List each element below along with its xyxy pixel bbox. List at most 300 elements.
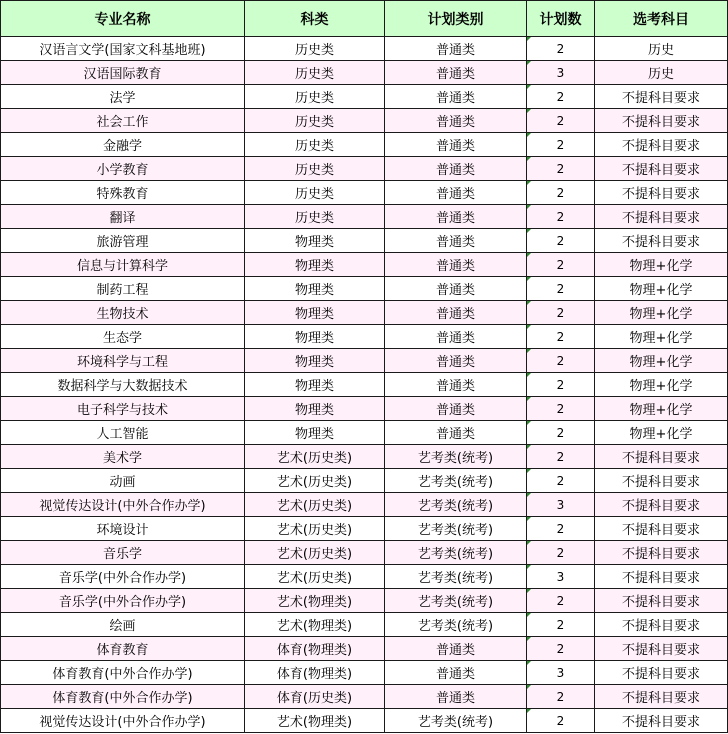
major-name-cell — [1, 637, 245, 661]
subject-category-text: 历史类 — [294, 91, 334, 106]
table-row — [1, 493, 728, 517]
plan-count-cell — [527, 325, 595, 349]
required-subjects-text: 不提科目要求 — [621, 211, 700, 226]
plan-type-text: 普通类 — [435, 259, 475, 274]
plan-type-cell — [385, 469, 527, 493]
plan-type-cell — [385, 445, 527, 469]
plan-type-cell — [385, 349, 527, 373]
major-name-text: 社会工作 — [96, 115, 149, 130]
table-row — [1, 37, 728, 61]
plan-type-text: 普通类 — [435, 211, 475, 226]
subject-category-text: 体育(物理类) — [276, 643, 353, 658]
required-subjects-cell — [595, 469, 728, 493]
plan-count-cell — [527, 61, 595, 85]
required-subjects-text: 物理+化学 — [629, 427, 693, 442]
cell-comment-marker-icon — [527, 373, 531, 377]
plan-count-cell — [527, 469, 595, 493]
subject-category-cell — [245, 229, 385, 253]
plan-count-cell — [527, 349, 595, 373]
subject-category-cell — [245, 469, 385, 493]
plan-type-text: 普通类 — [435, 235, 475, 250]
plan-type-cell — [385, 517, 527, 541]
plan-type-cell — [385, 541, 527, 565]
cell-comment-marker-icon — [527, 61, 531, 65]
required-subjects-text: 不提科目要求 — [621, 619, 700, 634]
required-subjects-cell — [595, 589, 728, 613]
table-row — [1, 157, 728, 181]
subject-category-text: 艺术(历史类) — [276, 451, 353, 466]
subject-category-text: 物理类 — [294, 379, 334, 394]
table-row — [1, 61, 728, 85]
subject-category-text: 物理类 — [294, 283, 334, 298]
required-subjects-cell — [595, 709, 728, 733]
subject-category-text: 物理类 — [294, 355, 334, 370]
plan-count-cell — [527, 205, 595, 229]
header-plan-count: 计划数 — [527, 1, 595, 37]
table-row — [1, 469, 728, 493]
header-plan-type: 计划类别 — [385, 1, 527, 37]
header-major-name: 专业名称 — [1, 1, 245, 37]
required-subjects-cell — [595, 109, 728, 133]
major-name-text: 环境设计 — [96, 523, 149, 538]
subject-category-text: 艺术(物理类) — [276, 595, 353, 610]
plan-type-cell — [385, 253, 527, 277]
table-row — [1, 661, 728, 685]
major-name-text: 小学教育 — [96, 163, 149, 178]
plan-count-cell — [527, 37, 595, 61]
plan-type-text: 普通类 — [435, 307, 475, 322]
required-subjects-cell — [595, 421, 728, 445]
plan-count-cell — [527, 589, 595, 613]
plan-count-text: 2 — [556, 377, 565, 392]
required-subjects-text: 物理+化学 — [629, 331, 693, 346]
plan-count-text: 3 — [556, 569, 565, 584]
required-subjects-text: 物理+化学 — [629, 403, 693, 418]
plan-type-cell — [385, 685, 527, 709]
subject-category-cell — [245, 349, 385, 373]
subject-category-cell — [245, 637, 385, 661]
required-subjects-text: 不提科目要求 — [621, 235, 700, 250]
table-row — [1, 349, 728, 373]
table-row — [1, 685, 728, 709]
cell-comment-marker-icon — [527, 685, 531, 689]
cell-comment-marker-icon — [527, 277, 531, 281]
major-name-text: 动画 — [109, 475, 136, 490]
plan-count-text: 2 — [556, 209, 565, 224]
cell-comment-marker-icon — [527, 325, 531, 329]
plan-count-cell — [527, 181, 595, 205]
required-subjects-text: 不提科目要求 — [621, 691, 700, 706]
required-subjects-cell — [595, 277, 728, 301]
plan-type-cell — [385, 325, 527, 349]
plan-count-text: 2 — [556, 353, 565, 368]
major-name-text: 视觉传达设计(中外合作办学) — [39, 715, 206, 730]
major-name-text: 电子科学与技术 — [76, 403, 168, 418]
subject-category-text: 历史类 — [294, 187, 334, 202]
plan-type-cell — [385, 589, 527, 613]
plan-count-cell — [527, 397, 595, 421]
major-name-text: 音乐学(中外合作办学) — [58, 571, 187, 586]
plan-type-text: 普通类 — [435, 379, 475, 394]
subject-category-text: 物理类 — [294, 259, 334, 274]
required-subjects-cell — [595, 349, 728, 373]
subject-category-cell — [245, 61, 385, 85]
major-name-text: 美术学 — [102, 451, 142, 466]
plan-type-text: 艺考类(统考) — [417, 571, 494, 586]
subject-category-text: 艺术(历史类) — [276, 475, 353, 490]
plan-type-text: 艺考类(统考) — [417, 547, 494, 562]
subject-category-text: 历史类 — [294, 115, 334, 130]
plan-type-text: 普通类 — [435, 115, 475, 130]
subject-category-cell — [245, 205, 385, 229]
plan-type-text: 普通类 — [435, 163, 475, 178]
plan-type-text: 艺考类(统考) — [417, 595, 494, 610]
table-row — [1, 445, 728, 469]
subject-category-cell — [245, 277, 385, 301]
table-row — [1, 397, 728, 421]
required-subjects-text: 历史 — [647, 67, 674, 82]
plan-type-text: 普通类 — [435, 403, 475, 418]
required-subjects-text: 历史 — [647, 43, 674, 58]
table-row — [1, 301, 728, 325]
major-name-cell — [1, 133, 245, 157]
required-subjects-text: 不提科目要求 — [621, 451, 700, 466]
plan-type-cell — [385, 205, 527, 229]
required-subjects-text: 不提科目要求 — [621, 115, 700, 130]
plan-type-text: 普通类 — [435, 139, 475, 154]
plan-count-text: 2 — [556, 473, 565, 488]
required-subjects-text: 物理+化学 — [629, 259, 693, 274]
plan-type-cell — [385, 85, 527, 109]
cell-comment-marker-icon — [527, 205, 531, 209]
required-subjects-cell — [595, 541, 728, 565]
plan-type-cell — [385, 157, 527, 181]
plan-count-text: 3 — [556, 65, 565, 80]
required-subjects-cell — [595, 61, 728, 85]
major-name-cell — [1, 85, 245, 109]
major-name-text: 人工智能 — [96, 427, 149, 442]
table-row — [1, 373, 728, 397]
major-name-text: 法学 — [109, 91, 136, 106]
major-name-text: 视觉传达设计(中外合作办学) — [39, 499, 206, 514]
major-name-text: 特殊教育 — [96, 187, 149, 202]
major-name-text: 绘画 — [109, 619, 136, 634]
plan-count-text: 3 — [556, 665, 565, 680]
required-subjects-text: 不提科目要求 — [621, 475, 700, 490]
subject-category-cell — [245, 589, 385, 613]
table-row — [1, 589, 728, 613]
cell-comment-marker-icon — [527, 541, 531, 545]
plan-count-cell — [527, 157, 595, 181]
major-name-cell — [1, 277, 245, 301]
cell-comment-marker-icon — [527, 253, 531, 257]
major-name-cell — [1, 325, 245, 349]
major-name-cell — [1, 349, 245, 373]
subject-category-cell — [245, 37, 385, 61]
required-subjects-cell — [595, 301, 728, 325]
subject-category-text: 艺术(物理类) — [276, 619, 353, 634]
plan-count-cell — [527, 445, 595, 469]
table-row — [1, 565, 728, 589]
major-name-text: 数据科学与大数据技术 — [57, 379, 188, 394]
plan-type-text: 普通类 — [435, 427, 475, 442]
header-required-subjects: 选考科目 — [595, 1, 728, 37]
required-subjects-cell — [595, 565, 728, 589]
required-subjects-text: 不提科目要求 — [621, 523, 700, 538]
plan-count-text: 2 — [556, 89, 565, 104]
required-subjects-cell — [595, 445, 728, 469]
plan-type-cell — [385, 229, 527, 253]
plan-type-text: 普通类 — [435, 67, 475, 82]
subject-category-cell — [245, 133, 385, 157]
plan-count-cell — [527, 565, 595, 589]
cell-comment-marker-icon — [527, 445, 531, 449]
plan-type-cell — [385, 301, 527, 325]
required-subjects-text: 物理+化学 — [629, 283, 693, 298]
plan-count-text: 2 — [556, 617, 565, 632]
subject-category-cell — [245, 109, 385, 133]
table-row — [1, 229, 728, 253]
plan-count-cell — [527, 709, 595, 733]
required-subjects-text: 不提科目要求 — [621, 499, 700, 514]
major-name-cell — [1, 445, 245, 469]
cell-comment-marker-icon — [527, 37, 531, 41]
required-subjects-cell — [595, 493, 728, 517]
cell-comment-marker-icon — [527, 229, 531, 233]
plan-type-cell — [385, 493, 527, 517]
plan-type-cell — [385, 661, 527, 685]
table-row — [1, 205, 728, 229]
plan-type-cell — [385, 397, 527, 421]
subject-category-cell — [245, 181, 385, 205]
plan-count-text: 2 — [556, 113, 565, 128]
major-name-text: 金融学 — [102, 139, 142, 154]
header-row — [1, 1, 728, 37]
table-row — [1, 613, 728, 637]
cell-comment-marker-icon — [527, 613, 531, 617]
plan-type-cell — [385, 373, 527, 397]
required-subjects-cell — [595, 229, 728, 253]
plan-count-text: 2 — [556, 281, 565, 296]
plan-type-text: 艺考类(统考) — [417, 619, 494, 634]
major-name-cell — [1, 397, 245, 421]
major-name-cell — [1, 421, 245, 445]
major-name-cell — [1, 493, 245, 517]
plan-count-text: 2 — [556, 329, 565, 344]
plan-type-text: 普通类 — [435, 331, 475, 346]
subject-category-cell — [245, 685, 385, 709]
cell-comment-marker-icon — [527, 301, 531, 305]
required-subjects-text: 不提科目要求 — [621, 595, 700, 610]
cell-comment-marker-icon — [527, 133, 531, 137]
cell-comment-marker-icon — [527, 109, 531, 113]
table-row — [1, 277, 728, 301]
subject-category-cell — [245, 517, 385, 541]
plan-count-text: 2 — [556, 185, 565, 200]
major-name-text: 翻译 — [109, 211, 136, 226]
plan-type-text: 艺考类(统考) — [417, 451, 494, 466]
plan-type-cell — [385, 181, 527, 205]
required-subjects-text: 不提科目要求 — [621, 715, 700, 730]
major-name-cell — [1, 301, 245, 325]
plan-count-text: 2 — [556, 425, 565, 440]
plan-type-text: 普通类 — [435, 355, 475, 370]
subject-category-cell — [245, 421, 385, 445]
plan-count-cell — [527, 541, 595, 565]
table-body — [1, 37, 728, 733]
required-subjects-text: 不提科目要求 — [621, 163, 700, 178]
plan-count-text: 2 — [556, 257, 565, 272]
plan-count-cell — [527, 229, 595, 253]
subject-category-cell — [245, 85, 385, 109]
required-subjects-cell — [595, 325, 728, 349]
required-subjects-cell — [595, 613, 728, 637]
plan-type-cell — [385, 61, 527, 85]
plan-type-cell — [385, 637, 527, 661]
header-subject-category: 科类 — [245, 1, 385, 37]
plan-count-text: 2 — [556, 521, 565, 536]
plan-count-cell — [527, 277, 595, 301]
required-subjects-cell — [595, 85, 728, 109]
plan-count-text: 2 — [556, 545, 565, 560]
cell-comment-marker-icon — [527, 565, 531, 569]
required-subjects-cell — [595, 373, 728, 397]
plan-count-cell — [527, 133, 595, 157]
major-name-cell — [1, 157, 245, 181]
subject-category-text: 历史类 — [294, 67, 334, 82]
cell-comment-marker-icon — [527, 181, 531, 185]
plan-count-text: 2 — [556, 161, 565, 176]
major-name-cell — [1, 685, 245, 709]
plan-type-text: 普通类 — [435, 691, 475, 706]
cell-comment-marker-icon — [527, 589, 531, 593]
plan-count-text: 2 — [556, 137, 565, 152]
subject-category-text: 历史类 — [294, 43, 334, 58]
required-subjects-text: 不提科目要求 — [621, 187, 700, 202]
table-row — [1, 517, 728, 541]
subject-category-cell — [245, 373, 385, 397]
table-row — [1, 181, 728, 205]
plan-type-text: 艺考类(统考) — [417, 475, 494, 490]
plan-type-text: 普通类 — [435, 43, 475, 58]
subject-category-text: 历史类 — [294, 139, 334, 154]
plan-count-text: 2 — [556, 401, 565, 416]
subject-category-text: 物理类 — [294, 235, 334, 250]
required-subjects-cell — [595, 637, 728, 661]
cell-comment-marker-icon — [527, 85, 531, 89]
subject-category-text: 历史类 — [294, 211, 334, 226]
required-subjects-text: 不提科目要求 — [621, 547, 700, 562]
plan-type-text: 普通类 — [435, 283, 475, 298]
major-name-text: 体育教育(中外合作办学) — [52, 691, 193, 706]
plan-type-cell — [385, 613, 527, 637]
required-subjects-cell — [595, 517, 728, 541]
plan-type-cell — [385, 709, 527, 733]
major-name-text: 音乐学(中外合作办学) — [58, 595, 187, 610]
subject-category-cell — [245, 445, 385, 469]
major-name-cell — [1, 589, 245, 613]
plan-type-text: 艺考类(统考) — [417, 499, 494, 514]
major-name-cell — [1, 613, 245, 637]
major-name-cell — [1, 37, 245, 61]
required-subjects-cell — [595, 37, 728, 61]
plan-count-text: 2 — [556, 593, 565, 608]
subject-category-cell — [245, 301, 385, 325]
cell-comment-marker-icon — [527, 493, 531, 497]
plan-type-cell — [385, 109, 527, 133]
plan-type-text: 普通类 — [435, 643, 475, 658]
major-name-cell — [1, 565, 245, 589]
major-name-text: 体育教育 — [96, 643, 149, 658]
subject-category-text: 物理类 — [294, 403, 334, 418]
subject-category-cell — [245, 253, 385, 277]
major-name-cell — [1, 541, 245, 565]
major-name-cell — [1, 709, 245, 733]
major-name-cell — [1, 517, 245, 541]
required-subjects-text: 不提科目要求 — [621, 139, 700, 154]
major-name-text: 制药工程 — [96, 283, 149, 298]
table-row — [1, 637, 728, 661]
plan-count-cell — [527, 685, 595, 709]
major-name-cell — [1, 253, 245, 277]
required-subjects-cell — [595, 133, 728, 157]
subject-category-text: 物理类 — [294, 427, 334, 442]
major-name-cell — [1, 469, 245, 493]
plan-count-text: 2 — [556, 689, 565, 704]
plan-count-cell — [527, 661, 595, 685]
required-subjects-cell — [595, 685, 728, 709]
table-row — [1, 109, 728, 133]
subject-category-text: 艺术(历史类) — [276, 547, 353, 562]
subject-category-text: 物理类 — [294, 307, 334, 322]
major-name-text: 生物技术 — [96, 307, 149, 322]
plan-count-cell — [527, 109, 595, 133]
major-name-text: 汉语言文学(国家文科基地班) — [39, 43, 206, 58]
plan-count-text: 2 — [556, 641, 565, 656]
plan-count-cell — [527, 301, 595, 325]
plan-type-cell — [385, 565, 527, 589]
table-row — [1, 133, 728, 157]
required-subjects-text: 物理+化学 — [629, 379, 693, 394]
major-name-cell — [1, 181, 245, 205]
subject-category-cell — [245, 157, 385, 181]
subject-category-cell — [245, 661, 385, 685]
table-row — [1, 85, 728, 109]
cell-comment-marker-icon — [527, 517, 531, 521]
subject-category-text: 体育(物理类) — [276, 667, 353, 682]
subject-category-text: 物理类 — [294, 331, 334, 346]
cell-comment-marker-icon — [527, 637, 531, 641]
plan-count-cell — [527, 85, 595, 109]
plan-type-text: 艺考类(统考) — [417, 715, 494, 730]
plan-count-text: 2 — [556, 305, 565, 320]
plan-count-text: 2 — [556, 449, 565, 464]
required-subjects-cell — [595, 253, 728, 277]
table-row — [1, 325, 728, 349]
plan-type-text: 艺考类(统考) — [417, 523, 494, 538]
plan-count-cell — [527, 493, 595, 517]
required-subjects-cell — [595, 661, 728, 685]
plan-count-cell — [527, 613, 595, 637]
major-name-cell — [1, 661, 245, 685]
cell-comment-marker-icon — [527, 469, 531, 473]
cell-comment-marker-icon — [527, 397, 531, 401]
required-subjects-text: 物理+化学 — [629, 307, 693, 322]
cell-comment-marker-icon — [527, 349, 531, 353]
subject-category-text: 艺术(物理类) — [276, 715, 353, 730]
major-name-cell — [1, 109, 245, 133]
plan-type-text: 普通类 — [435, 187, 475, 202]
